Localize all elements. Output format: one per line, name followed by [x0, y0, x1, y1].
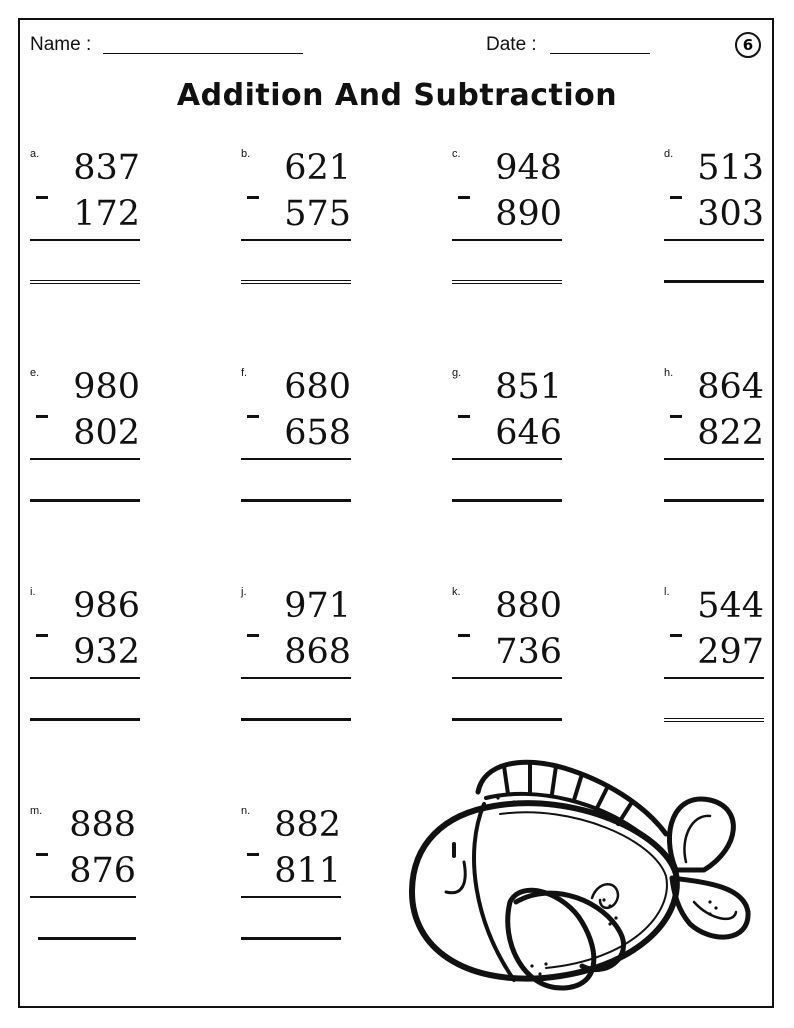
problem-label: n. [241, 805, 251, 817]
problem-i [30, 586, 140, 736]
minus-sign [247, 853, 259, 856]
subtrahend: 802 [73, 413, 140, 453]
minus-sign [458, 415, 470, 418]
fish-illustration [404, 752, 760, 1000]
subtrahend: 890 [495, 194, 562, 234]
answer-line[interactable] [241, 937, 341, 940]
subtrahend: 172 [73, 194, 140, 234]
minuend: 980 [73, 367, 140, 407]
sum-line [30, 458, 140, 460]
sum-line [30, 896, 136, 898]
minus-sign [36, 196, 48, 199]
page-number-badge: 6 [735, 32, 761, 58]
subtrahend: 822 [697, 413, 764, 453]
problem-b [241, 148, 351, 298]
sum-line [452, 458, 562, 460]
answer-line[interactable] [30, 499, 140, 502]
minus-sign [458, 196, 470, 199]
problem-label: f. [241, 367, 248, 379]
minuend: 621 [284, 148, 351, 188]
subtrahend: 868 [284, 632, 351, 672]
subtrahend: 932 [73, 632, 140, 672]
answer-line[interactable] [664, 718, 764, 719]
problem-label: c. [452, 148, 461, 160]
page-title: Addition And Subtraction [176, 78, 618, 113]
fish-smile [446, 862, 465, 893]
answer-line[interactable] [452, 499, 562, 502]
sum-line [452, 677, 562, 679]
minuend: 986 [73, 586, 140, 626]
problem-label: h. [664, 367, 674, 379]
problem-h [664, 367, 764, 517]
problem-label: d. [664, 148, 674, 160]
minus-sign [36, 634, 48, 637]
sum-line [30, 239, 140, 241]
problem-g [452, 367, 562, 517]
subtrahend: 297 [697, 632, 764, 672]
fish-tail [669, 799, 748, 937]
problem-d [664, 148, 764, 298]
fish-dots [496, 796, 717, 975]
problem-label: m. [30, 805, 43, 817]
problem-label: j. [241, 586, 247, 598]
answer-line[interactable] [30, 718, 140, 721]
sum-line [664, 458, 764, 460]
sum-line [664, 677, 764, 679]
name-label: Name : [30, 34, 92, 55]
minus-sign [247, 415, 259, 418]
problem-label: a. [30, 148, 40, 160]
minus-sign [458, 634, 470, 637]
sum-line [241, 239, 351, 241]
name-field[interactable] [103, 53, 303, 54]
minuend: 948 [495, 148, 562, 188]
answer-line[interactable] [241, 280, 351, 281]
problem-f [241, 367, 351, 517]
problem-n [241, 805, 341, 955]
subtrahend: 575 [284, 194, 351, 234]
answer-line[interactable] [38, 937, 136, 940]
problem-m [30, 805, 136, 955]
problem-label: i. [30, 586, 36, 598]
problem-label: g. [452, 367, 462, 379]
sum-line [452, 239, 562, 241]
minus-sign [670, 634, 682, 637]
problem-label: e. [30, 367, 40, 379]
subtrahend: 811 [274, 851, 341, 891]
minus-sign [247, 634, 259, 637]
subtrahend: 303 [697, 194, 764, 234]
date-field[interactable] [550, 53, 650, 54]
minuend: 851 [495, 367, 562, 407]
problem-k [452, 586, 562, 736]
sum-line [241, 896, 341, 898]
problem-label: b. [241, 148, 251, 160]
subtrahend: 736 [495, 632, 562, 672]
answer-line[interactable] [452, 718, 562, 721]
subtrahend: 658 [284, 413, 351, 453]
minuend: 864 [697, 367, 764, 407]
problem-e [30, 367, 140, 517]
problem-l [664, 586, 764, 736]
problem-c [452, 148, 562, 298]
minus-sign [36, 853, 48, 856]
sum-line [241, 458, 351, 460]
minus-sign [670, 196, 682, 199]
problem-label: k. [452, 586, 461, 598]
minuend: 513 [697, 148, 764, 188]
sum-line [30, 677, 140, 679]
minus-sign [36, 415, 48, 418]
minus-sign [247, 196, 259, 199]
sum-line [664, 239, 764, 241]
minuend: 880 [495, 586, 562, 626]
sum-line [241, 677, 351, 679]
minuend: 837 [73, 148, 140, 188]
answer-line[interactable] [664, 280, 764, 283]
problem-j [241, 586, 351, 736]
date-label: Date : [486, 34, 537, 55]
answer-line[interactable] [241, 499, 351, 502]
answer-line[interactable] [241, 718, 351, 721]
minuend: 680 [284, 367, 351, 407]
answer-line[interactable] [30, 280, 140, 281]
subtrahend: 646 [495, 413, 562, 453]
fish-gill-line [474, 804, 514, 980]
problem-a [30, 148, 140, 298]
minuend: 882 [274, 805, 341, 845]
problem-label: l. [664, 586, 670, 598]
subtrahend: 876 [69, 851, 136, 891]
minus-sign [670, 415, 682, 418]
answer-line[interactable] [452, 280, 562, 281]
minuend: 971 [284, 586, 351, 626]
minuend: 544 [697, 586, 764, 626]
answer-line[interactable] [664, 499, 764, 502]
minuend: 888 [69, 805, 136, 845]
